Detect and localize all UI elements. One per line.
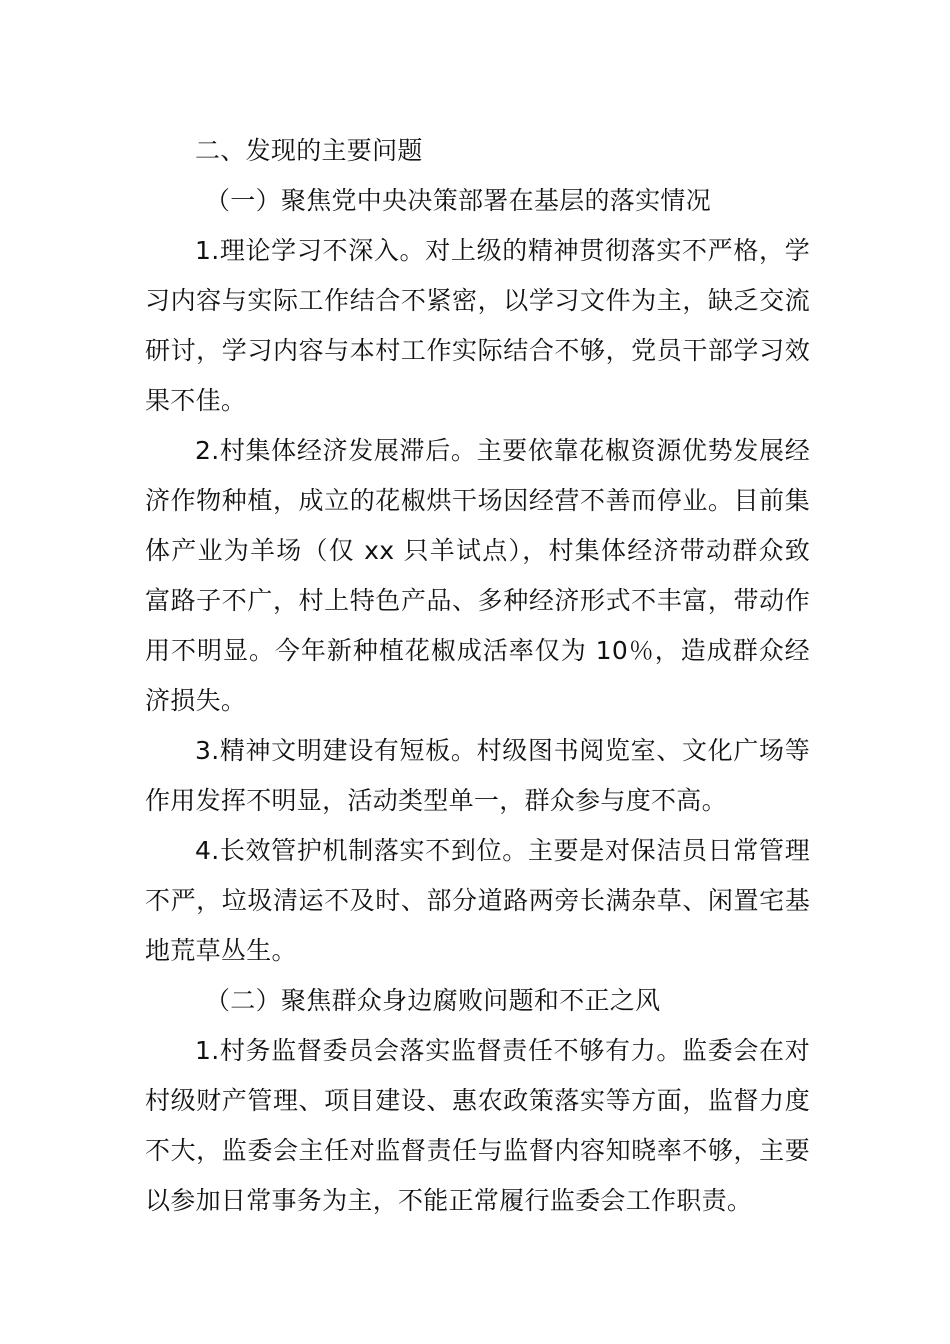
part2-title: （二）聚焦群众身边腐败问题和不正之风 (205, 986, 661, 1015)
part1-item-1: 1.理论学习不深入。对上级的精神贯彻落实不严格，学习内容与实际工作结合不紧密，以学习文件为主，缺乏交流研讨，学习内容与本村工作实际结合不够，党员干部学习效果不佳。 (145, 236, 810, 415)
part1-item-4: 4.长效管护机制落实不到位。主要是对保洁员日常管理不严，垃圾清运不及时、部分道路两旁长满杂草、闲置宅基地荒草丛生。 (145, 836, 810, 965)
part2-item-1: 1.村务监督委员会落实监督责任不够有力。监委会在对村级财产管理、项目建设、惠农政策落实等方面，监督力度不大，监委会主任对监督责任与监督内容知晓率不够，主要以参加日常事务为主，不能正常履行监委会工作职责。 (145, 1036, 810, 1215)
part1-item-3: 3.精神文明建设有短板。村级图书阅览室、文化广场等作用发挥不明显，活动类型单一，群众参与度不高。 (145, 736, 810, 815)
part1-title: （一）聚焦党中央决策部署在基层的落实情况 (205, 186, 712, 215)
part1-item-2: 2.村集体经济发展滞后。主要依靠花椒资源优势发展经济作物种植，成立的花椒烘干场因经营不善而停业。目前集体产业为羊场（仅 xx 只羊试点），村集体经济带动群众致富路子不广，村上特色产品、多种经济形式不丰富，带动作用不明显。今年新种植花椒成活率仅为 10％，造成群众经济损失。 (145, 436, 810, 715)
document-page (145, 126, 810, 1226)
section-title: 二、发现的主要问题 (195, 136, 423, 165)
